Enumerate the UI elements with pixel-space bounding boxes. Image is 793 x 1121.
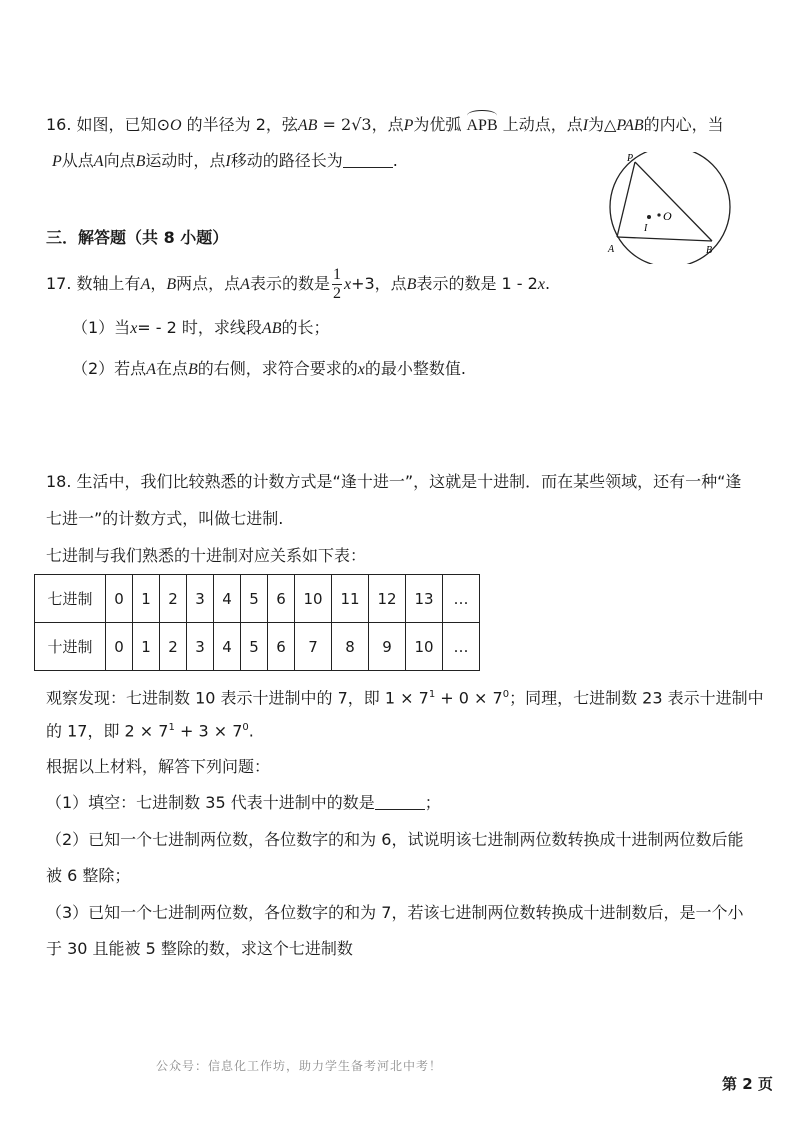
label-A: A [608, 244, 615, 255]
q18-basis: 根据以上材料，解答下列问题： [46, 757, 271, 776]
q17-stem: 17. 数轴上有A，B两点，点A表示的数是 $\frac{1}{2}$ x+3，点B表示的数是 1 - 2x. [46, 266, 551, 302]
table-cell: 13 [406, 575, 443, 623]
q18-line1: 18. 生活中，我们比较熟悉的计数方式是“逢十进一”，这就是十进制．而在某些领域，还有一种“逢 [46, 472, 742, 491]
question-number: 16. [46, 115, 72, 134]
row-label: 七进制 [35, 575, 106, 623]
arc-label: APB [466, 114, 497, 138]
label-I: I [644, 223, 648, 234]
table-cell: 3 [187, 575, 214, 623]
table-cell: 9 [369, 623, 406, 671]
q18-observation-1: 观察发现：七进制数 10 表示十进制中的 7，即 $1 \times 7^1 + 0 \times 7^0$；同理，七进制数 23 表示十进制中 [46, 688, 764, 708]
q16-line1: 16. 如图，已知⊙O 的半径为 2，弦AB = 2√3，点P为优弧 APB 上动点，点I为△PAB的内心，当 [46, 113, 724, 138]
section-heading: 三．解答题（共 8 小题） [46, 228, 229, 247]
table-cell: 0 [106, 575, 133, 623]
point-I [647, 215, 651, 219]
table-cell: 5 [241, 623, 268, 671]
table-row [35, 623, 480, 671]
page-number: 第 2 页 [722, 1075, 773, 1093]
q18-line2: 七进一”的计数方式，叫做七进制. [46, 509, 284, 528]
label-P: P [627, 153, 634, 164]
row-label: 十进制 [35, 623, 106, 671]
answer-blank [343, 151, 393, 168]
footer-note: 公众号：信息化工作坊，助力学生备考河北中考！ [156, 1059, 443, 1073]
table-cell: 2 [160, 575, 187, 623]
q16-line2: P从点A向点B运动时，点I移动的路径长为 . [52, 151, 398, 170]
q18-observation-2: 的 17，即 $2 \times 7^1 + 3 \times 7^0$. [46, 721, 254, 741]
base-conversion-table [34, 574, 480, 671]
table-cell: 1 [133, 623, 160, 671]
table-cell: 7 [295, 623, 332, 671]
q18-part3-line2: 于 30 且能被 5 整除的数，求这个七进制数 [46, 939, 353, 958]
fraction-one-half: $\frac{1}{2}$ [332, 266, 341, 302]
table-cell: 2 [160, 623, 187, 671]
table-cell: 0 [106, 623, 133, 671]
table-cell: 5 [241, 575, 268, 623]
table-cell: 3 [187, 623, 214, 671]
table-cell: 6 [268, 623, 295, 671]
q17-part1: （1）当x= - 2 时，求线段AB的长； [72, 318, 330, 337]
label-O: O [663, 209, 672, 223]
table-cell: 8 [332, 623, 369, 671]
q18-part2-line1: （2）已知一个七进制两位数，各位数字的和为 6，试说明该七进制两位数转换成十进制两位数后能 [46, 830, 744, 849]
question-number: 17. [46, 274, 72, 293]
table-cell: 4 [214, 575, 241, 623]
table-cell: 10 [295, 575, 332, 623]
table-cell: 6 [268, 575, 295, 623]
answer-blank [375, 793, 425, 810]
table-cell: 12 [369, 575, 406, 623]
q17-part2: （2）若点A在点B的右侧，求符合要求的x的最小整数值. [72, 359, 466, 378]
circle-symbol: ⊙ [156, 115, 170, 134]
table-row [35, 575, 480, 623]
q18-part3-line1: （3）已知一个七进制两位数，各位数字的和为 7，若该七进制两位数转换成十进制数后，是一个小 [46, 903, 744, 922]
table-cell: … [443, 575, 480, 623]
table-cell: … [443, 623, 480, 671]
q18-part1: （1）填空：七进制数 35 代表十进制中的数是 ； [46, 793, 441, 812]
table-cell: 10 [406, 623, 443, 671]
table-cell: 4 [214, 623, 241, 671]
q18-line3: 七进制与我们熟悉的十进制对应关系如下表： [46, 546, 367, 565]
label-B: B [706, 245, 713, 256]
circle-figure [600, 152, 750, 264]
chord-AB [617, 237, 712, 241]
q18-part2-line2: 被 6 整除； [46, 866, 131, 885]
point-O [657, 213, 660, 216]
table-cell: 11 [332, 575, 369, 623]
table-cell: 1 [133, 575, 160, 623]
